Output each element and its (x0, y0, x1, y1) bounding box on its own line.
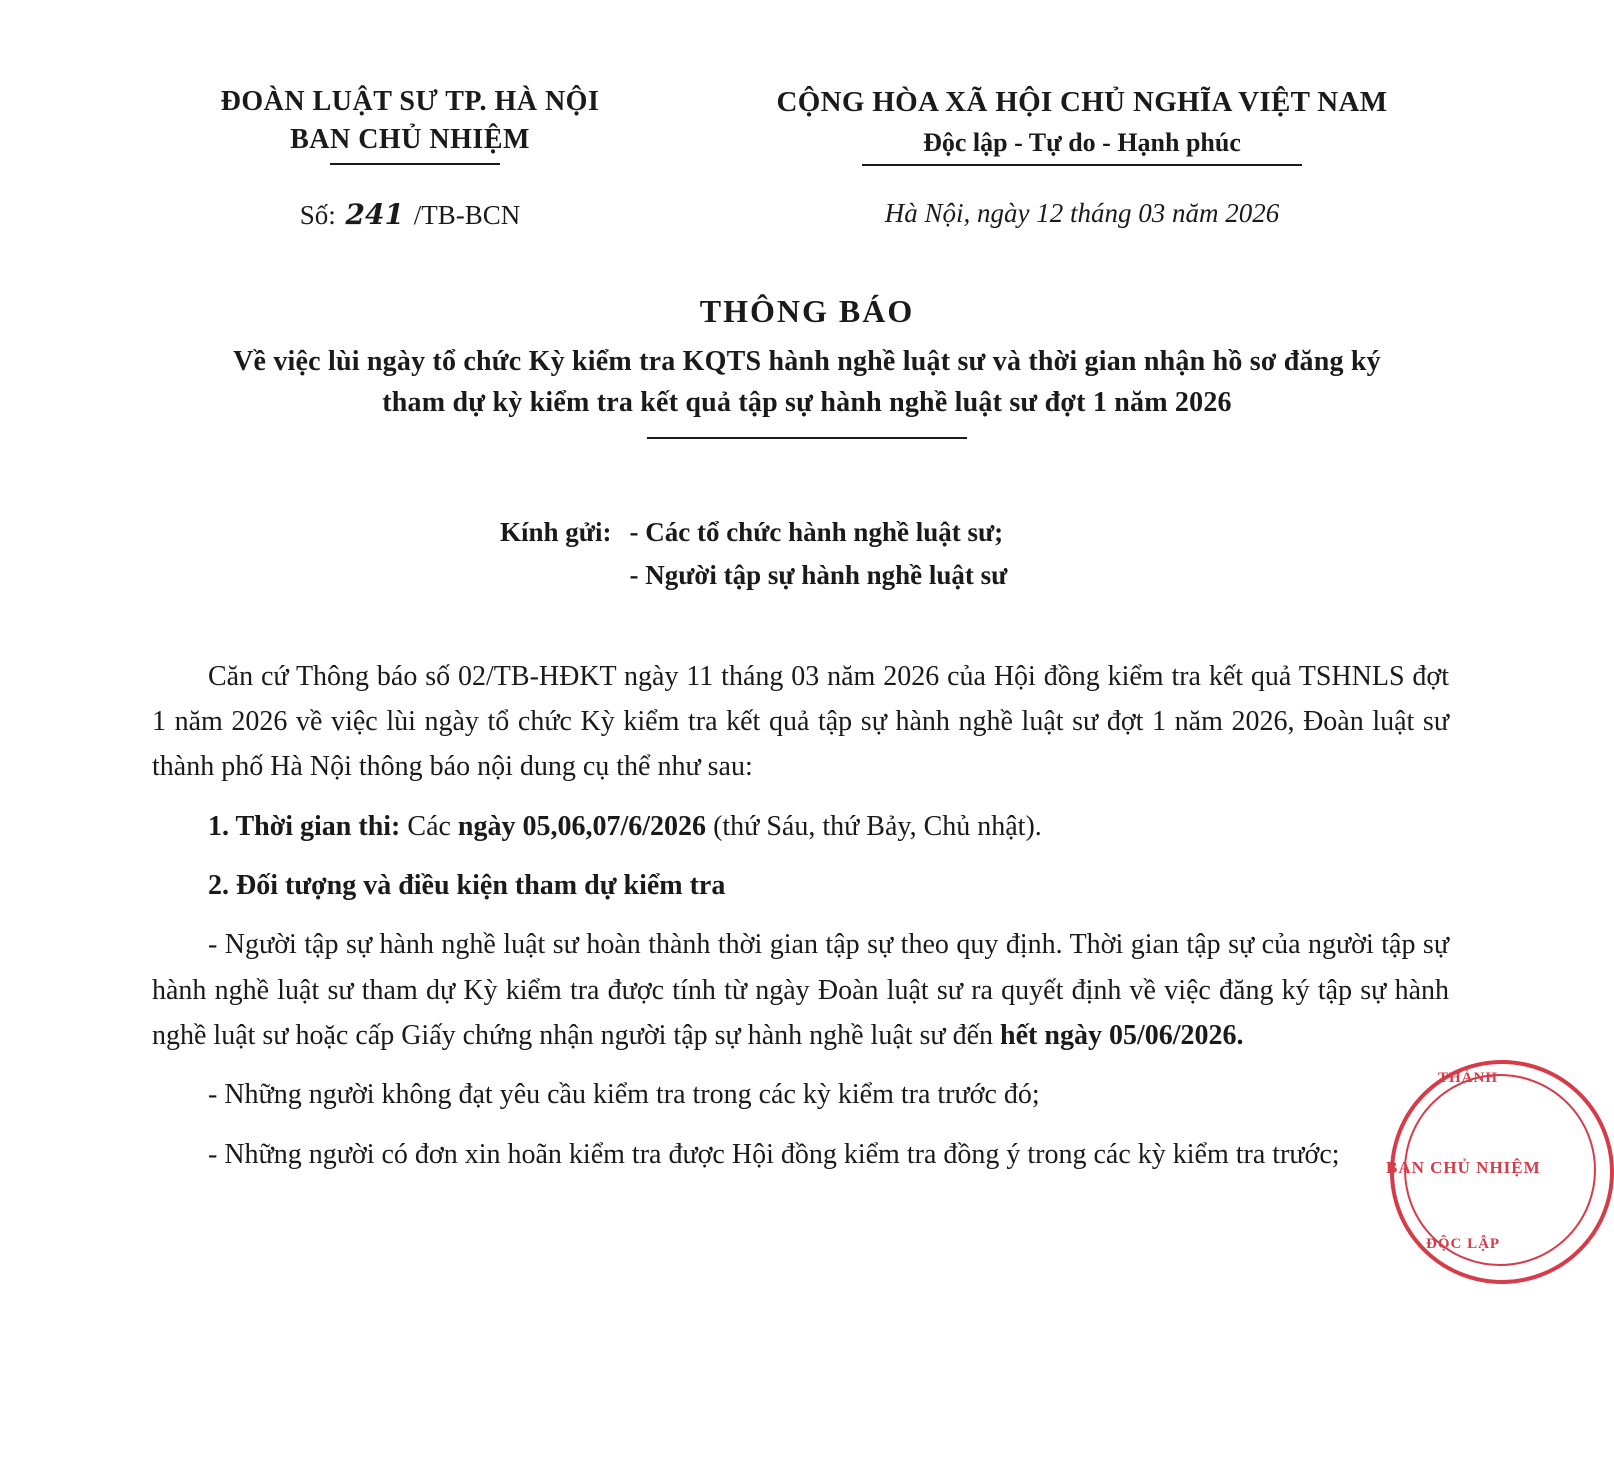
place-and-date: Hà Nội, ngày 12 tháng 03 năm 2026 (884, 198, 1280, 228)
national-heading (670, 86, 1464, 158)
item-1-text-a: Các (407, 810, 451, 842)
title-block (0, 293, 1614, 439)
document-number-suffix: /TB-BCN (413, 200, 521, 230)
bullet-1-deadline: hết ngày 05/06/2026. (1000, 1020, 1244, 1052)
seal-text-middle: BAN CHỦ NHIỆM (1386, 1158, 1541, 1177)
recipients-label: Kính gửi: (500, 517, 612, 548)
body-bullet-1 (152, 922, 1449, 1058)
organization-name: ĐOÀN LUẬT SƯ TP. HÀ NỘI (220, 86, 600, 117)
recipients-block (0, 511, 1614, 597)
document-number (150, 198, 670, 231)
national-motto: Độc lập - Tự do - Hạnh phúc (923, 128, 1241, 157)
organization-department: BAN CHỦ NHIỆM (290, 124, 530, 155)
body-bullet-2: - Những người không đạt yêu cầu kiểm tra trong các kỳ kiểm tra trước đó; (208, 1079, 1040, 1111)
body-bullet-3: - Những người có đơn xin hoãn kiểm tra được Hội đồng kiểm tra đồng ý trong các kỳ kiểm tra trước; (208, 1138, 1340, 1170)
document-header (0, 0, 1614, 158)
bullet-1-text: - Người tập sự hành nghề luật sư hoàn thành thời gian tập sự theo quy định. Thời gian tập sự của người tập sự hành nghề luật sư tham dự Kỳ kiểm tra được tính từ ngày Đoàn luật sư ra quyết định về việc đăng ký tập sự hành nghề luật sư hoặc cấp Giấy chứng nhận người tập sự hành nghề luật sư đến (152, 929, 1449, 1052)
seal-text-top: THÀNH (1438, 1070, 1499, 1086)
item-1-label: 1. Thời gian thi: (208, 810, 401, 842)
country-name: CỘNG HÒA XÃ HỘI CHỦ NGHĨA VIỆT NAM (776, 86, 1388, 118)
seal-text-bottom: ĐỘC LẬP (1426, 1236, 1501, 1252)
body-intro-paragraph: Căn cứ Thông báo số 02/TB-HĐKT ngày 11 tháng 03 năm 2026 của Hội đồng kiểm tra kết quả TSHNLS đợt 1 năm 2026 về việc lùi ngày tổ chức Kỳ kiểm tra kết quả tập sự hành nghề luật sư đợt 1 năm 2026, Đoàn luật sư thành phố Hà Nội thông báo nội dung cụ thể như sau: (152, 660, 1449, 783)
body-item-2 (152, 863, 1449, 908)
item-1-exam-dates: ngày 05,06,07/6/2026 (457, 810, 707, 842)
recipient-item: - Người tập sự hành nghề luật sư (629, 560, 1008, 591)
title-divider (647, 437, 967, 439)
document-meta-row (0, 158, 1614, 231)
issuing-organization (150, 86, 670, 156)
item-2-label: 2. Đối tượng và điều kiện tham dự kiểm tra (208, 870, 726, 901)
document-type-title: THÔNG BÁO (699, 293, 915, 329)
document-body (0, 654, 1614, 1178)
recipient-item: - Các tổ chức hành nghề luật sư; (629, 517, 1004, 548)
document-number-value: 241 (345, 198, 404, 231)
recipients-list (629, 511, 1007, 597)
document-subject: Về việc lùi ngày tổ chức Kỳ kiểm tra KQTS hành nghề luật sư và thời gian nhận hồ sơ đăng ký tham dự kỳ kiểm tra kết quả tập sự hành nghề luật sư đợt 1 năm 2026 (233, 346, 1381, 418)
document-number-prefix: Số: (299, 200, 336, 230)
item-1-text-b: (thứ Sáu, thứ Bảy, Chủ nhật). (713, 810, 1042, 842)
body-item-1 (152, 804, 1449, 849)
